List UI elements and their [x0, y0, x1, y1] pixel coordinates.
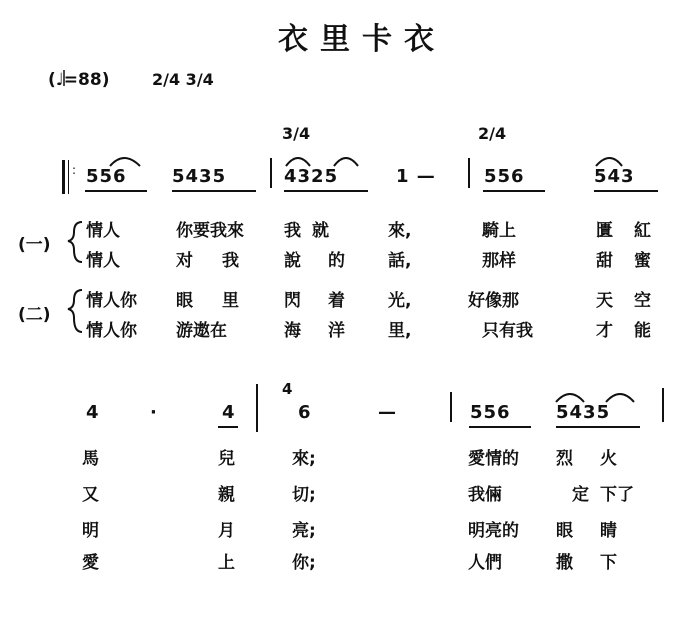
song-title: 衣里卡衣	[278, 22, 446, 57]
note-4a: 4	[86, 402, 100, 423]
note-6: 6	[298, 402, 312, 423]
meter-change-2-4: 2/4	[478, 124, 507, 143]
brace-verse-2	[68, 290, 82, 332]
hold-dash: —	[378, 402, 397, 423]
dot: ·	[150, 402, 158, 423]
verse-label-2: (二)	[18, 305, 51, 325]
notes-m3a: 556	[484, 166, 525, 187]
tie-4	[596, 158, 622, 166]
notes-m2: 4325	[284, 166, 339, 187]
verse-label-1: (一)	[18, 235, 51, 255]
meter-mark: 4	[282, 380, 293, 398]
repeat-dots: :	[72, 163, 77, 177]
notes-m3b: 543	[594, 166, 635, 187]
tie-6	[606, 394, 634, 402]
tempo-marking: (♩=88)	[48, 70, 110, 90]
notes-m5a: 556	[470, 402, 511, 423]
tie-1	[110, 158, 140, 166]
notes-m1b: 5435	[172, 166, 227, 187]
notes-m1a: 556	[86, 166, 127, 187]
tie-5	[556, 394, 584, 402]
note-4b: 4	[222, 402, 236, 423]
notes-m2-hold: 1 —	[396, 166, 436, 187]
time-signatures: 2/4 3/4	[152, 70, 214, 89]
notes-m5b: 5435	[556, 402, 611, 423]
brace-verse-1	[68, 222, 82, 262]
meter-change-3-4: 3/4	[282, 124, 311, 143]
tie-2	[286, 158, 310, 166]
tie-3	[334, 158, 358, 166]
